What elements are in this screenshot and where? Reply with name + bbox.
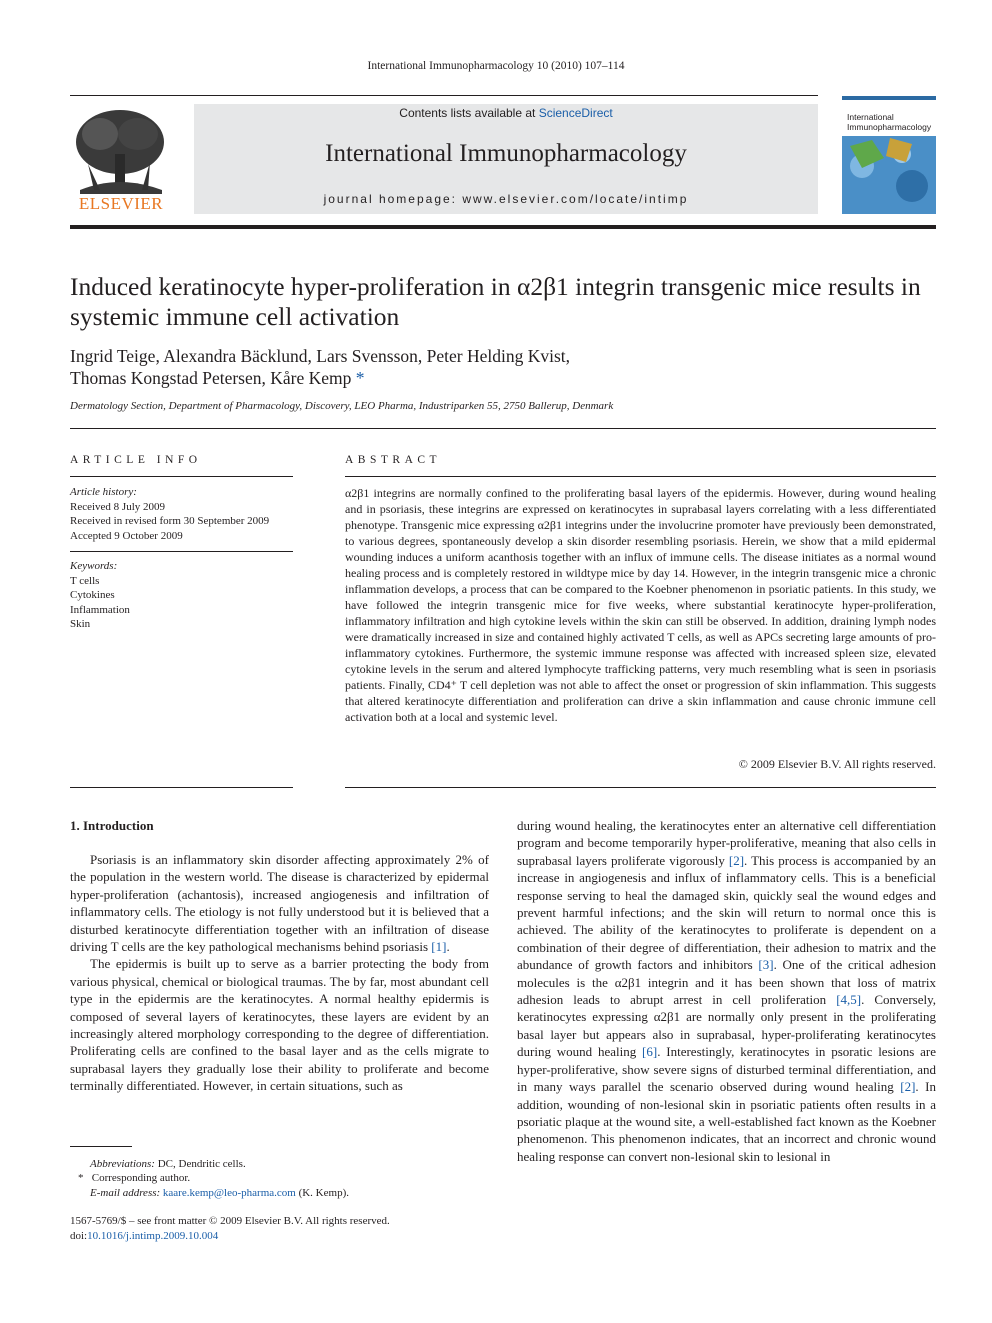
- elsevier-logo: [70, 104, 172, 214]
- footnote-abbreviations: [90, 1157, 490, 1172]
- authors-line-2: [70, 367, 940, 389]
- keyword-item: Cytokines: [70, 589, 115, 601]
- article-history: [70, 485, 293, 543]
- elsevier-wordmark: ELSEVIER: [78, 194, 164, 213]
- abstract-rule-top: [345, 476, 936, 477]
- body-right-column: [517, 817, 936, 1165]
- intro-p1-end: .: [446, 939, 450, 955]
- authors-line-1: Ingrid Teige, Alexandra Bäcklund, Lars Svensson, Peter Helding Kvist,: [70, 346, 571, 366]
- email-link[interactable]: kaare.kemp@leo-pharma.com: [162, 1187, 296, 1199]
- revised-date: Received in revised form 30 September 2009: [70, 515, 270, 527]
- email-suffix: (K. Kemp).: [295, 1187, 349, 1199]
- abstract-rule-bottom: [345, 787, 936, 788]
- abstract-text: α2β1 integrins are normally confined to the proliferating basal layers of the epidermis. However, during wound healing and in psoriasis, these integrins are expressed on keratinocytes in suprabasal layers correlating with a less differentiated phenotype. Transgenic mice expressing α2β1 integrins under the involucrine promoter have previously been demonstrated, to various degrees, spontaneously develop a skin disorder resembling psoriasis. Herein, we show that a mild epidermal wounding induces a uniform acanthosis together with an influx of immune cells. The disease initiates as a normal wound healing process and is completely restored in wildtype mice by day 14. However, in the integrin transgenic mice a chronic inflammation develops, a process that can be compared to the Koebner phenomenon in psoriatic patients. In this study, we have followed the integrin transgenic mice for five weeks, where substantial keratinocyte hyper-proliferation, inflammatory infiltration and high cytokine levels within the skin can still be observed. In addition, draining lymph nodes were dramatically increased in size and contained highly activated T cells, as well as APCs secreting large amounts of pro-inflammatory cytokines. Furthermore, the systemic immune response was affected with increased spleen size, elevated cytokine levels in the serum and altered lymphocyte trafficking patterns, very much resembling what is seen in psoriasis patients. Finally, CD4⁺ T cell depletion was not able to affect the onset or progression of skin inflammation. This suggests that altered keratinocyte differentiation and proliferation can drive a skin inflammation and cause chronic immune cell activation both at a local and systemic level.: [345, 486, 936, 724]
- keyword-item: Skin: [70, 618, 91, 630]
- footnote-star: *: [78, 1172, 84, 1184]
- keywords-block: [70, 559, 293, 632]
- journal-homepage[interactable]: journal homepage: www.elsevier.com/locate/intimp: [323, 192, 689, 206]
- article-info-rule-top: [70, 476, 293, 477]
- affiliation: Dermatology Section, Department of Pharmacology, Discovery, LEO Pharma, Industriparken 55, 2750 Ballerup, Denmark: [70, 400, 614, 412]
- journal-cover: [842, 96, 936, 214]
- intro-paragraph-2: The epidermis is built up to serve as a barrier protecting the body from various physical, chemical or biological traumas. The by far, most abundant cell type in the epidermis are the keratinocytes. A normal healthy epidermis is composed of several layers of keratinocytes, these layers are evident by an increasingly altered morphology corresponding to the degree of differentiation. Proliferating cells are confined to the basal layer and as the cells migrate to suprabasal layers they gradually lose their ability to proliferate and become terminally differentiated. However, in certain situations, such as: [70, 956, 489, 1094]
- citation-link[interactable]: [3]: [758, 957, 774, 973]
- footnote-rule: [70, 1146, 132, 1147]
- received-date: Received 8 July 2009: [70, 500, 166, 513]
- corresponding-author-mark[interactable]: *: [355, 368, 365, 388]
- header-divider: [70, 428, 936, 429]
- right-text-b: . This process is accompanied by an increase in angiogenesis and influx of inflammatory cells. This is a beneficial response serving to heal the damaged skin, quickly seal the wound edges and prevent harmful infections; and the skin will return to normal once this is achieved. The ability of the keratinocytes to proliferate is dependent on a combination of their degree of differentiation, their adhesion to matrix and the abundance of growth factors and inhibitors: [517, 852, 936, 973]
- abstract-copyright: © 2009 Elsevier B.V. All rights reserved.: [738, 757, 936, 771]
- doi-label: doi:: [70, 1230, 88, 1242]
- journal-name: International Immunopharmacology: [325, 140, 687, 167]
- accepted-date: Accepted 9 October 2009: [70, 529, 183, 542]
- section-heading-introduction: 1. Introduction: [70, 818, 154, 833]
- right-text-c: . One of the critical adhesion molecules is the α2β1 integrin and it has been shown that loss of matrix adhesion leads to abrupt arrest in cell proliferation: [517, 957, 936, 1008]
- cover-title-line2: Immunopharmacology: [847, 122, 932, 132]
- contents-line: [194, 106, 818, 120]
- keyword-item: T cells: [70, 574, 100, 587]
- sciencedirect-link[interactable]: ScienceDirect: [538, 106, 613, 120]
- doi-link[interactable]: 10.1016/j.intimp.2009.10.004: [87, 1230, 219, 1242]
- body-left-column: [70, 851, 489, 1095]
- citation-link[interactable]: [2]: [728, 852, 745, 868]
- intro-paragraph-1: [70, 851, 489, 955]
- citation-link[interactable]: [6]: [642, 1044, 658, 1060]
- abstract-heading: ABSTRACT: [345, 454, 442, 466]
- masthead-rule: [70, 95, 818, 96]
- article-info-rule-mid: [70, 551, 293, 552]
- doi-line: [70, 1229, 510, 1244]
- issn-line: 1567-5769/$ – see front matter © 2009 Elsevier B.V. All rights reserved.: [70, 1215, 390, 1227]
- right-text-d: . Conversely, keratinocytes expressing α2β1 are normally only present in the proliferating basal layer but appears also in suprabasal, hyper-proliferating keratinocytes during wound healing: [517, 992, 937, 1060]
- right-text-f: . In addition, wounding of non-lesional skin in psoriatic patients often results in a psoriatic plaque at the wound site, a well-established fact known as the Koebner phenomenon. This phenomenon indicates, that an incorrect and chronic wound healing response can convert non-lesional skin to lesional in: [517, 1079, 936, 1164]
- abbreviations-label: Abbreviations:: [90, 1158, 155, 1170]
- abbreviations-text: DC, Dendritic cells.: [154, 1158, 246, 1170]
- cover-title-line1: International: [847, 112, 894, 122]
- keyword-item: Inflammation: [70, 603, 130, 616]
- running-head: International Immunopharmacology 10 (2010) 107–114: [367, 60, 625, 72]
- email-label: E-mail address:: [90, 1187, 161, 1199]
- intro-p1-text: Psoriasis is an inflammatory skin disorder affecting approximately 2% of the population in the western world. The disease is characterized by epidermal hyper-proliferation (achantosis), increased angiogenesis and infiltration of inflammatory cells. The etiology is not fully understood but it is believed that a disturbed keratinocyte differentiation together with an infiltration of disease driving T cells are the key pathological mechanisms behind psoriasis: [70, 852, 489, 955]
- article-info-heading: ARTICLE INFO: [70, 454, 202, 466]
- citation-link[interactable]: [2]: [900, 1079, 916, 1095]
- article-title: Induced keratinocyte hyper-proliferation in α2β1 integrin transgenic mice results in systemic immune cell activation: [70, 272, 921, 331]
- author-list: [70, 345, 940, 389]
- corresponding-text: Corresponding author.: [91, 1172, 191, 1184]
- authors-line-2-text: Thomas Kongstad Petersen, Kåre Kemp: [70, 368, 352, 388]
- contents-prefix: Contents lists available at: [399, 106, 539, 120]
- footnote-email: [90, 1186, 510, 1201]
- keywords-label: Keywords:: [70, 560, 118, 572]
- intro-paragraph-continued: [517, 817, 936, 1165]
- citation-link[interactable]: [4,5]: [836, 992, 862, 1008]
- citation-link[interactable]: [1]: [431, 939, 447, 955]
- masthead-thick-rule: [70, 225, 936, 229]
- right-text-e: . Interestingly, keratinocytes in psoratic lesions are hyper-proliferative, show severe signs of disturbed terminal differentiation, and in many ways parallel the scenario observed during wound healing: [517, 1044, 936, 1095]
- footnote-corresponding: [78, 1171, 498, 1186]
- article-info-rule-bottom: [70, 787, 293, 788]
- right-text-a: during wound healing, the keratinocytes enter an alternative cell differentiation program and become temporarily hyper-proliferative, meaning that also cells in suprabasal layers proliferate vigorously: [517, 818, 936, 868]
- history-label: Article history:: [70, 486, 137, 498]
